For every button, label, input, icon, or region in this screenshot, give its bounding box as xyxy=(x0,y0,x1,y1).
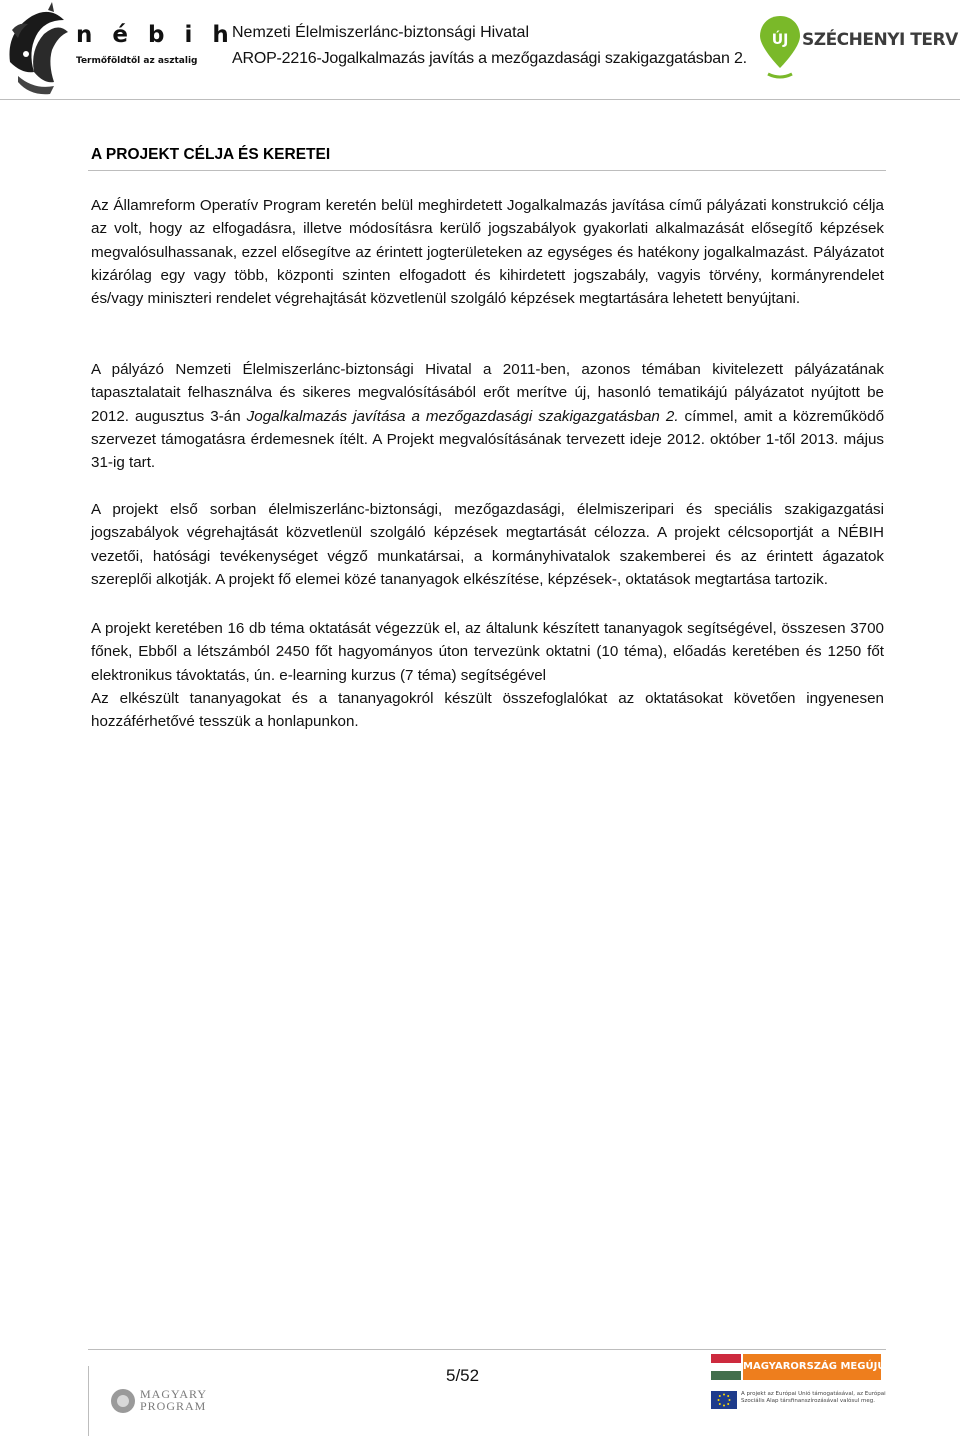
paragraph-2-text-a: A pályázó Nemzeti Élelmiszerlánc-biztonsági Hivatal a 2011-ben, azonos témában kivitelezett pályázatának tapasztalatait felhasználva és sikeres megvalósításából erőt merítve új, hasonló tematikájú pályázatot nyújtott be 2012. augusztus 3-án xyxy=(91,361,884,425)
org-tagline: Termőföldtől az asztalig xyxy=(76,56,198,66)
eu-funding-notice xyxy=(711,1391,886,1411)
szechenyi-text: SZÉCHENYI TERV xyxy=(802,30,958,50)
nebih-logo xyxy=(4,2,235,96)
magyary-emblem-icon xyxy=(110,1388,136,1414)
eu-text xyxy=(741,1391,886,1405)
paragraph-3: A projekt első sorban élelmiszerlánc-biztonsági, mezőgazdasági, élelmiszeripari és speciális szakigazgatási jogszabályok végrehajtását közvetlenül szolgáló képzések megtartását célozza. A projekt célcsoportját a NÉBIH vezetői, hatósági tevékenységet végző munkatársai, a kormányhivatalok szakemberei és az érintett ágazatok szereplői alkotják. A projekt fő elemei közé tananyagok elkészítése, képzések-, oktatások megtartása tartozik. xyxy=(91,501,884,588)
project-code: AROP-2216-Jogalkalmazás javítás a mezőgazdasági szakigazgatásban 2. xyxy=(232,50,747,67)
header-divider xyxy=(0,99,960,100)
szechenyi-badge: ÚJ xyxy=(771,32,789,48)
header-titles xyxy=(232,20,747,72)
title-divider xyxy=(88,170,886,171)
paragraph-2-text-b: címmel, amit a közreműködő szervezet támogatásra érdemesnek ítélt. A Projekt megvalósításának tervezett ideje 2012. október 1-től 2013. május 31-ig tart. xyxy=(91,407,885,472)
eu-flag-icon xyxy=(711,1391,737,1409)
magyary-program-logo xyxy=(110,1386,220,1418)
eu-text-line-2: Szociális Alap társfinanszírozásával valósul meg. xyxy=(741,1398,876,1404)
banner-text: MAGYARORSZÁG MEGÚJUL xyxy=(743,1354,881,1380)
szechenyi-pin-icon xyxy=(760,16,800,82)
magyary-text xyxy=(140,1388,207,1412)
nebih-emblem-icon xyxy=(4,2,70,96)
section-title: A PROJEKT CÉLJA ÉS KERETEI xyxy=(91,146,331,163)
magyary-line-1: MAGYARY xyxy=(140,1387,208,1401)
page-header xyxy=(0,0,960,100)
magyary-line-2: PROGRAM xyxy=(140,1399,207,1413)
org-name: n é b i h xyxy=(76,22,235,48)
paragraph-2 xyxy=(91,358,884,474)
szechenyi-terv-logo xyxy=(760,16,956,84)
magyarorszag-megujul-banner xyxy=(711,1354,892,1380)
institution-name: Nemzeti Élelmiszerlánc-biztonsági Hivatal xyxy=(232,24,529,41)
footer-side-rule xyxy=(88,1366,89,1436)
paragraph-2-italic-title: Jogalkalmazás javítása a mezőgazdasági szakigazgatásban 2. xyxy=(246,407,679,425)
eu-text-line-1: A projekt az Európai Unió támogatásával, az Európai xyxy=(741,1391,886,1397)
page-number: 5/52 xyxy=(446,1366,480,1385)
paragraph-1: Az Államreform Operatív Program keretén belül meghirdetett Jogalkalmazás javítása című pályázati konstrukció célja az volt, hogy az elfogadásra, illetve módosításra kerülő jogszabályok gyakorlati alkalmazását elősegítő képzések megvalósulhassanak, ezzel elősegítve az érintett jogterületeken az egységes és hatékony jogalkalmazást. Pályázatot kizárólag egy vagy több, központi szinten elfogadott és kihirdetett jogszabály, vagyis törvény, kormányrendelet és/vagy miniszteri rendelet végrehajtását közvetlenül szolgáló képzések megtartására lehetett benyújtani. xyxy=(91,197,884,308)
paragraph-5: Az elkészült tananyagokat és a tananyagokról készült összefoglalókat az oktatásokat követően ingyenesen hozzáférhetővé tesszük a honlapunkon. xyxy=(91,690,884,731)
footer-divider xyxy=(88,1349,886,1350)
paragraph-4: A projekt keretében 16 db téma oktatását végezzük el, az általunk készített tananyagok segítségével, összesen 3700 főnek, Ebből a létszámból 2450 főt hagyományos úton tervezünk oktatni (10 téma), előadás keretében és 1250 főt elektronikus távoktatás, ún. e-learning kurzus (7 téma) segítségével xyxy=(91,620,884,684)
hungarian-flag-icon xyxy=(711,1354,741,1380)
